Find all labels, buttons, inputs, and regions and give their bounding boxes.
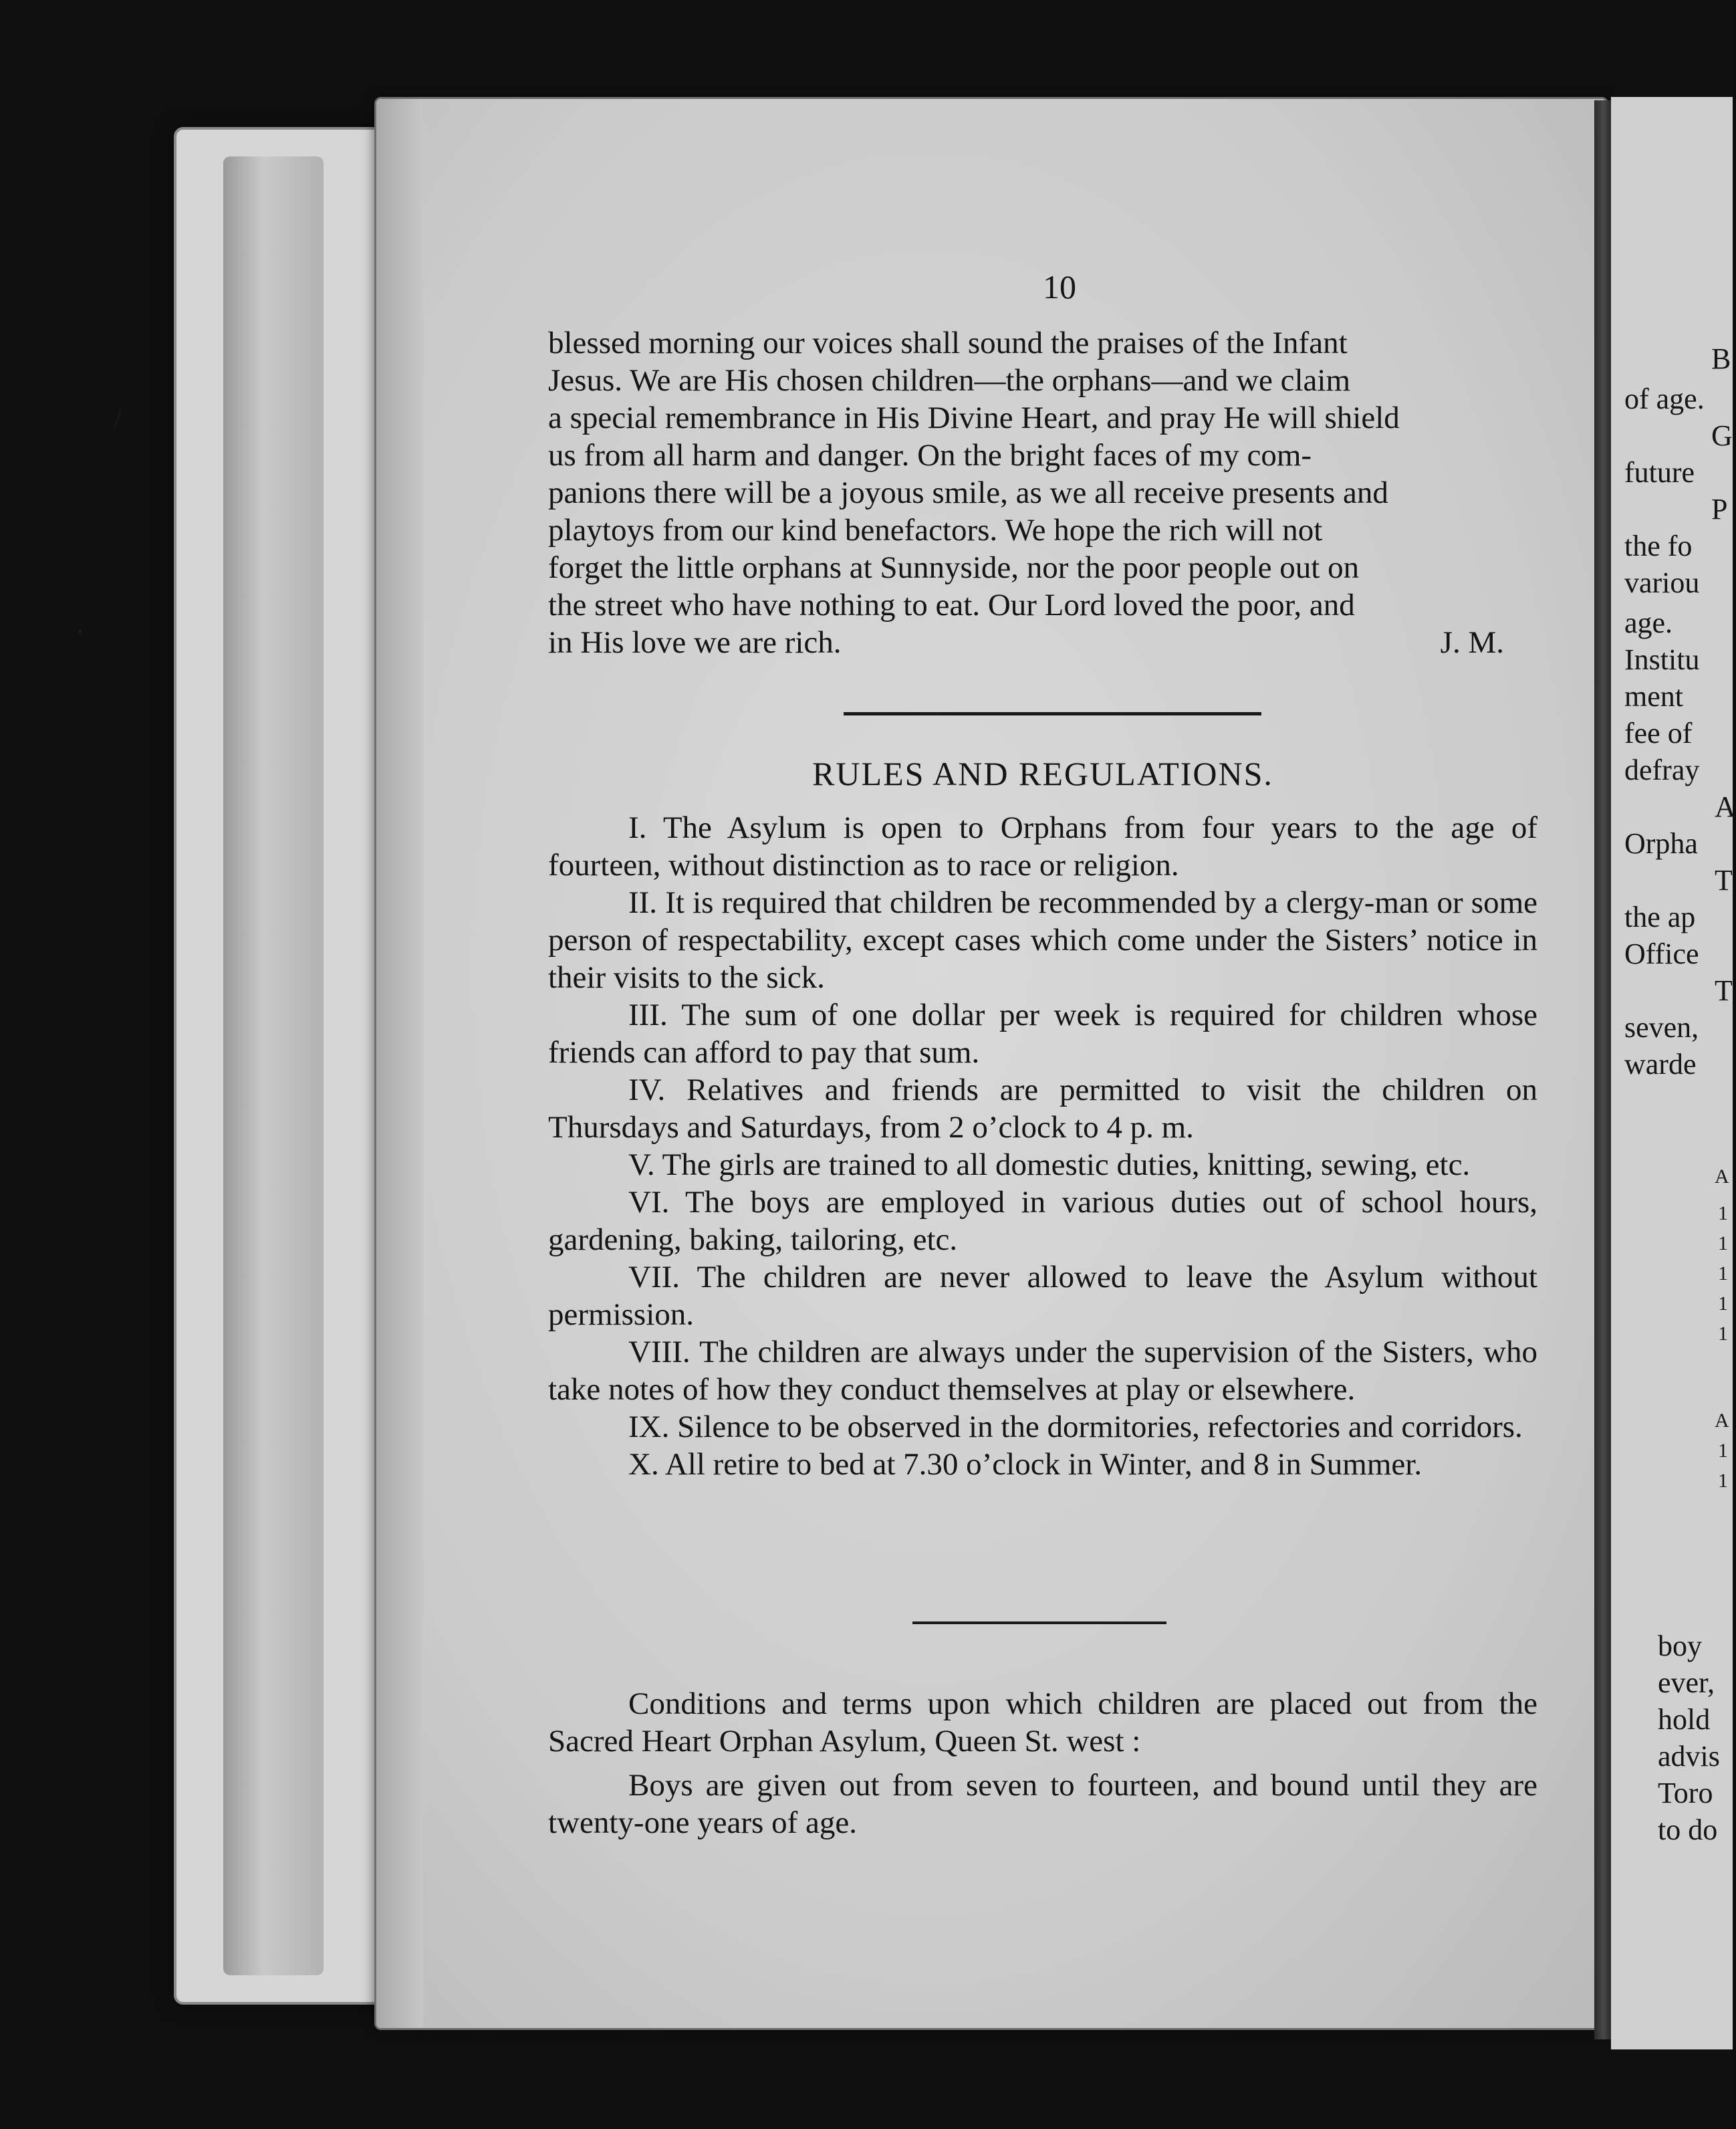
facing-page-fragment: hold [1658, 1703, 1711, 1736]
facing-page-fragment: 1 [1718, 1232, 1728, 1254]
text-line: Jesus. We are His chosen children—the orphans—and we claim [548, 363, 1351, 398]
facing-page-fragment: boy [1658, 1630, 1702, 1662]
facing-page-fragment: of age. [1624, 382, 1705, 415]
facing-page-fragment: G [1711, 419, 1733, 452]
signature: J. M. [1440, 625, 1504, 660]
facing-page-fragment: 1 [1718, 1293, 1728, 1315]
text-line: in His love we are rich. [548, 625, 842, 660]
facing-page-fragment: A [1715, 1410, 1729, 1432]
facing-page-fragment: warde [1624, 1048, 1697, 1081]
rule-item: VII. The children are never allowed to leave the Asylum without permission. [548, 1260, 1537, 1332]
page-number: 10 [1043, 268, 1076, 306]
facing-page-fragment: T [1715, 864, 1733, 897]
text-line: panions there will be a joyous smile, as we all receive presents and [548, 475, 1388, 510]
facing-page-fragment: ment [1624, 680, 1683, 713]
text-line: blessed morning our voices shall sound the praises of the Infant [548, 326, 1348, 360]
facing-page-fragment: B [1711, 342, 1731, 375]
rule-item: X. All retire to bed at 7.30 o’clock in Winter, and 8 in Summer. [628, 1447, 1422, 1482]
facing-page-fragment: fee of [1624, 717, 1693, 750]
page-edge-shadow [376, 99, 423, 2028]
facing-page-fragment: ever, [1658, 1666, 1715, 1699]
conditions-boys: Boys are given out from seven to fourteen, and bound until they are twenty-one years of age. [548, 1768, 1537, 1840]
text-line: playtoys from our kind benefactors. We hope the rich will not [548, 513, 1323, 548]
facing-page-fragment: 1 [1718, 1440, 1728, 1462]
facing-page-fragment: 1 [1718, 1202, 1728, 1224]
facing-page-fragment: defray [1624, 754, 1700, 786]
rule-item: IV. Relatives and friends are permitted to visit the children on Thursdays and Saturdays, from 2 o’clock to 4 p. m. [548, 1073, 1537, 1145]
opening-paragraph [548, 324, 1537, 661]
rule-item: IX. Silence to be observed in the dormitories, refectories and corridors. [628, 1410, 1523, 1444]
facing-page-fragment: P [1711, 493, 1728, 526]
facing-page-fragment: seven, [1624, 1011, 1699, 1044]
facing-page-fragment: variou [1624, 566, 1700, 599]
rule-item: VIII. The children are always under the supervision of the Sisters, who take notes of how they conduct themselves at play or elsewhere. [548, 1335, 1537, 1407]
facing-page-fragment: age. [1624, 606, 1673, 639]
facing-page-fragment: Orpha [1624, 827, 1698, 860]
facing-page-fragment: A [1715, 1165, 1729, 1188]
facing-page-fragment: Office [1624, 937, 1699, 970]
facing-page-fragment: the ap [1624, 901, 1696, 933]
rule-item: III. The sum of one dollar per week is required for children whose friends can afford to pay that sum. [548, 998, 1537, 1070]
rule-item: II. It is required that children be recommended by a clergy-man or some person of respectability, except cases which come under the Sisters’ notice in their visits to the sick. [548, 885, 1537, 995]
margin-mark: • [77, 622, 84, 643]
conditions-intro: Conditions and terms upon which children are placed out from the Sacred Heart Orphan Asylum, Queen St. west : [548, 1686, 1537, 1759]
facing-page-fragment: advis [1658, 1740, 1720, 1773]
facing-page-fragment: 1 [1718, 1323, 1728, 1345]
facing-page-fragment: A [1715, 790, 1736, 823]
rules-list [548, 809, 1537, 1483]
rule-item: I. The Asylum is open to Orphans from four years to the age of fourteen, without distinction as to race or religion. [548, 810, 1537, 883]
facing-page-fragment: 1 [1718, 1470, 1728, 1492]
margin-mark: / [114, 402, 122, 435]
rule-item: V. The girls are trained to all domestic duties, knitting, sewing, etc. [628, 1147, 1471, 1182]
text-line: a special remembrance in His Divine Heart, and pray He will shield [548, 401, 1400, 435]
facing-page-fragment: future [1624, 456, 1695, 489]
short-divider [912, 1621, 1166, 1624]
facing-page-fragment: Toro [1658, 1777, 1713, 1809]
text-line: the street who have nothing to eat. Our Lord loved the poor, and [548, 588, 1355, 623]
rules-heading: RULES AND REGULATIONS. [812, 755, 1273, 792]
book-gutter [1594, 100, 1613, 2039]
rule-item: VI. The boys are employed in various duties out of school hours, gardening, baking, tailoring, etc. [548, 1185, 1537, 1257]
text-line: us from all harm and danger. On the bright faces of my com- [548, 438, 1312, 473]
facing-page-fragment: the fo [1624, 530, 1693, 562]
conditions-section [548, 1685, 1537, 1841]
facing-page-fragment: to do [1658, 1813, 1718, 1846]
facing-page-fragment: T [1715, 974, 1733, 1007]
underlying-page-edge [223, 156, 324, 1975]
facing-page-fragment: Institu [1624, 643, 1700, 676]
section-divider [844, 712, 1261, 715]
facing-page-fragment: 1 [1718, 1262, 1728, 1284]
text-line: forget the little orphans at Sunnyside, nor the poor people out on [548, 550, 1360, 585]
